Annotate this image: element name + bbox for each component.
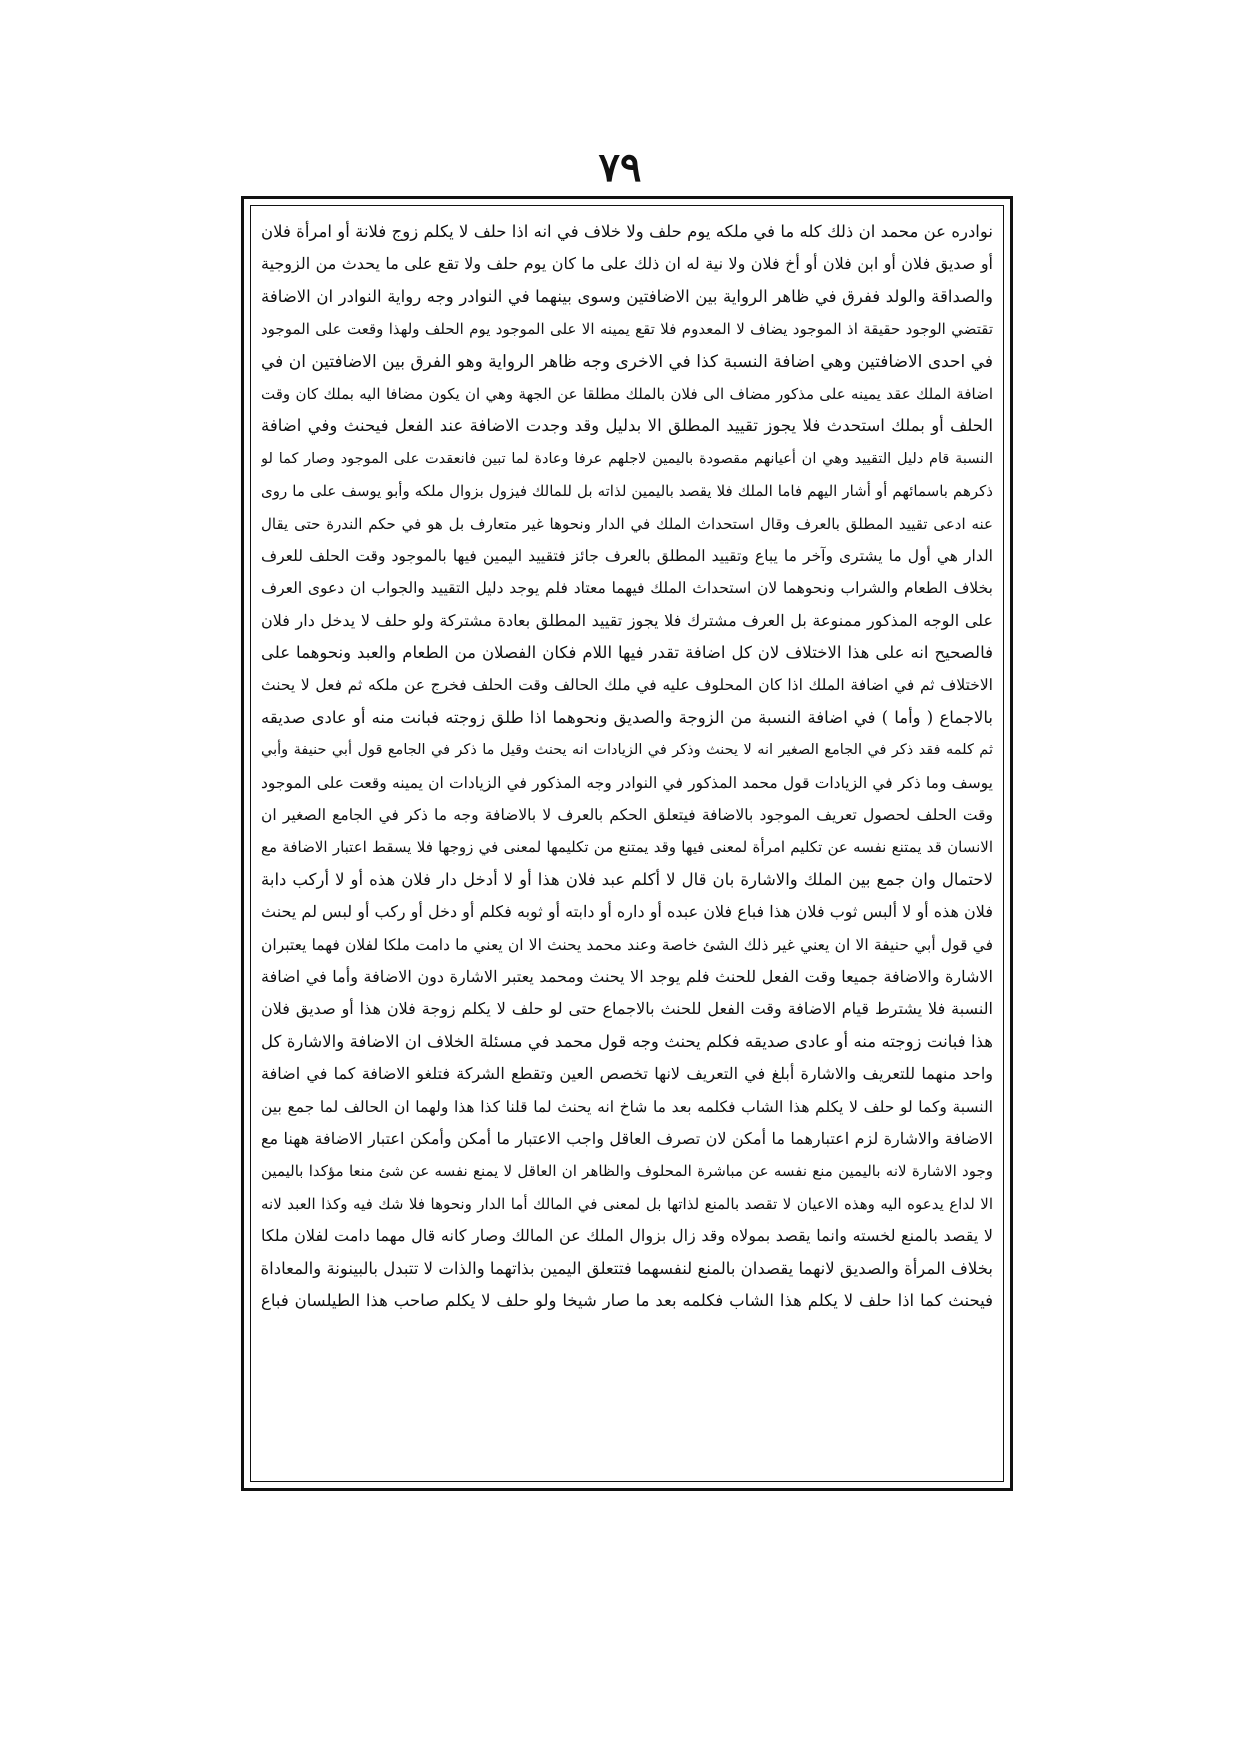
text-line: ذكرهم باسمائهم أو أشار اليهم فاما الملك فلا يقصد باليمين لذاته بل للمالك فيزول بزوال ملكه وأبو يوسف على ما روى	[261, 482, 993, 501]
text-body	[261, 216, 993, 1475]
text-line: فيحنث كما اذا حلف لا يكلم هذا الشاب فكلمه بعد ما صار شيخا ولو حلف لا يكلم صاحب هذا الطيلسان فباع	[261, 1290, 993, 1310]
text-line: تقتضي الوجود حقيقة اذ الموجود يضاف لا المعدوم فلا تقع يمينه الا على الموجود يوم الحلف ولهذا وقعت على الموجود	[261, 320, 993, 339]
text-line: النسبة فلا يشترط قيام الاضافة وقت الفعل للحنث بالاجماع حتى لو حلف لا يكلم زوجة فلان هذا أو صديق فلان	[261, 999, 993, 1019]
page-border-inner	[250, 205, 1004, 1482]
text-line: بالاجماع ( وأما ) في اضافة النسبة من الزوجة والصديق ونحوهما اذا طلق زوجته فبانت منه أو عادى صديقه	[261, 707, 993, 727]
text-line: لاحتمال وان جمع بين الملك والاشارة بان قال لا أكلم عبد فلان هذا أو لا أدخل دار فلان هذه أو لا أركب دابة	[261, 869, 993, 889]
text-line: لا يقصد بالمنع لخسته وانما يقصد بمولاه وقد زال بزوال الملك عن المالك وصار كانه قال مهما دامت لفلان ملكا	[261, 1226, 993, 1246]
text-line: بخلاف الطعام والشراب ونحوهما لان استحداث الملك فيهما معتاد فلم يوجد دليل التقييد والجواب ان دعوى العرف	[261, 579, 993, 598]
text-line: الاشارة والاضافة جميعا وقت الفعل للحنث فلم يوجد الا يحنث ومحمد يعتبر الاشارة دون الاضافة وأما في اضافة	[261, 966, 993, 986]
text-line: والصداقة والولد ففرق في ظاهر الرواية بين الاضافتين وسوى بينهما في النوادر وجه رواية النوادر ان الاضافة	[261, 286, 993, 306]
text-line: ثم كلمه فقد ذكر في الجامع الصغير انه لا يحنث وذكر في الزيادات انه يحنث وقيل ما ذكر في الجامع قول أبي حنيفة وأبي	[261, 742, 993, 759]
text-line: الحلف أو بملك استحدث فلا يجوز تقييد المطلق الا بدليل وقد وجدت الاضافة عند الفعل فيحنث وفي اضافة	[261, 416, 993, 436]
page-border	[241, 196, 1013, 1491]
text-line: بخلاف المرأة والصديق لانهما يقصدان بالمنع لنفسهما فتتعلق اليمين بذاتهما والذات لا تتبدل بالبينونة والمعاداة	[261, 1258, 993, 1278]
text-line: الاختلاف ثم في اضافة الملك اذا كان المحلوف عليه في ملك الحالف وقت الحلف فخرج عن ملكه ثم فعل لا يحنث	[261, 676, 993, 695]
text-line: اضافة الملك عقد يمينه على مذكور مضاف الى فلان بالملك مطلقا عن الجهة وهي ان يكون مضافا اليه بملك كان وقت	[261, 384, 993, 403]
text-line: الدار هي أول ما يشترى وآخر ما يباع وتقييد المطلق بالعرف جائز فتقييد اليمين فيها بالموجود وقت الحلف للعرف	[261, 546, 993, 565]
text-line: فلان هذه أو لا ألبس ثوب فلان هذا فباع فلان عبده أو داره أو دابته أو ثوبه فكلم أو دخل أو ركب أو لبس لم يحنث	[261, 902, 993, 922]
text-line: النسبة وكما لو حلف لا يكلم هذا الشاب فكلمه بعد ما شاخ انه يحنث لما قلنا كذا هذا ولهما ان الحالف لما جمع بين	[261, 1097, 993, 1116]
text-line: في قول أبي حنيفة الا ان يعني غير ذلك الشئ خاصة وعند محمد يحنث الا ان يعني ما دامت ملكا لفلان فهما يعتبران	[261, 935, 993, 954]
text-line: هذا فبانت زوجته منه أو عادى صديقه فكلم يحنث وجه قول محمد في مسئلة الخلاف ان الاضافة والاشارة كل	[261, 1031, 993, 1051]
page-number: ۷۹	[598, 144, 642, 191]
text-line: يوسف وما ذكر في الزيادات قول محمد المذكور في النوادر وجه المذكور في الزيادات ان يمينه وقعت على الموجود	[261, 773, 993, 792]
text-line: نوادره عن محمد ان ذلك كله ما في ملكه يوم حلف ولا خلاف في انه اذا حلف لا يكلم زوج فلانة أو امرأة فلان	[261, 222, 993, 241]
text-line: وجود الاشارة لانه باليمين منع نفسه عن مباشرة المحلوف والظاهر ان العاقل لا يمنع نفسه عن شئ منعا مؤكدا باليمين	[261, 1162, 993, 1181]
text-line: النسبة قام دليل التقييد وهي ان أعيانهم مقصودة باليمين لاجلهم عرفا وعادة لما تبين فانعقدت على الموجود وصار كما لو	[261, 450, 993, 467]
text-line: الاضافة والاشارة لزم اعتبارهما ما أمكن لان تصرف العاقل واجب الاعتبار ما أمكن وأمكن اعتبار الاضافة ههنا مع	[261, 1128, 993, 1148]
text-line: فالصحيح انه على هذا الاختلاف لان كل اضافة تقدر فيها اللام فكان الفصلان من الطعام والعبد ونحوهما على	[261, 643, 993, 663]
text-line: واحد منهما للتعريف والاشارة أبلغ في التعريف لانها تخصص العين وتقطع الشركة فتلغو الاضافة كما في اضافة	[261, 1064, 993, 1084]
text-line: على الوجه المذكور ممنوعة بل العرف مشترك فلا يجوز تقييد المطلق بعادة مشتركة ولو حلف لا يدخل دار فلان	[261, 610, 993, 630]
text-line: أو صديق فلان أو ابن فلان أو أخ فلان ولا نية له ان ذلك على ما كان يوم حلف ولا تقع على ما يحدث من الزوجية	[261, 254, 993, 274]
text-line: عنه ادعى تقييد المطلق بالعرف وقال استحداث الملك في الدار ونحوها غير متعارف بل هو في حكم الندرة حتى يقال	[261, 514, 993, 533]
text-line: الا لداع يدعوه اليه وهذه الاعيان لا تقصد بالمنع لذاتها بل لمعنى في المالك أما الدار ونحوها فلا شك فيه وكذا العبد لانه	[261, 1194, 993, 1213]
text-line: الانسان قد يمتنع نفسه عن تكليم امرأة لمعنى فيها وقد يمتنع من تكليمها لمعنى في زوجها فلا يسقط اعتبار الاضافة مع	[261, 838, 993, 857]
text-line: وقت الحلف لحصول تعريف الموجود بالاضافة فيتعلق الحكم بالعرف لا بالاضافة وجه ما ذكر في الجامع الصغير ان	[261, 806, 993, 825]
text-line: في احدى الاضافتين وهي اضافة النسبة كذا في الاخرى وجه ظاهر الرواية وهو الفرق بين الاضافتين ان في	[261, 351, 993, 372]
